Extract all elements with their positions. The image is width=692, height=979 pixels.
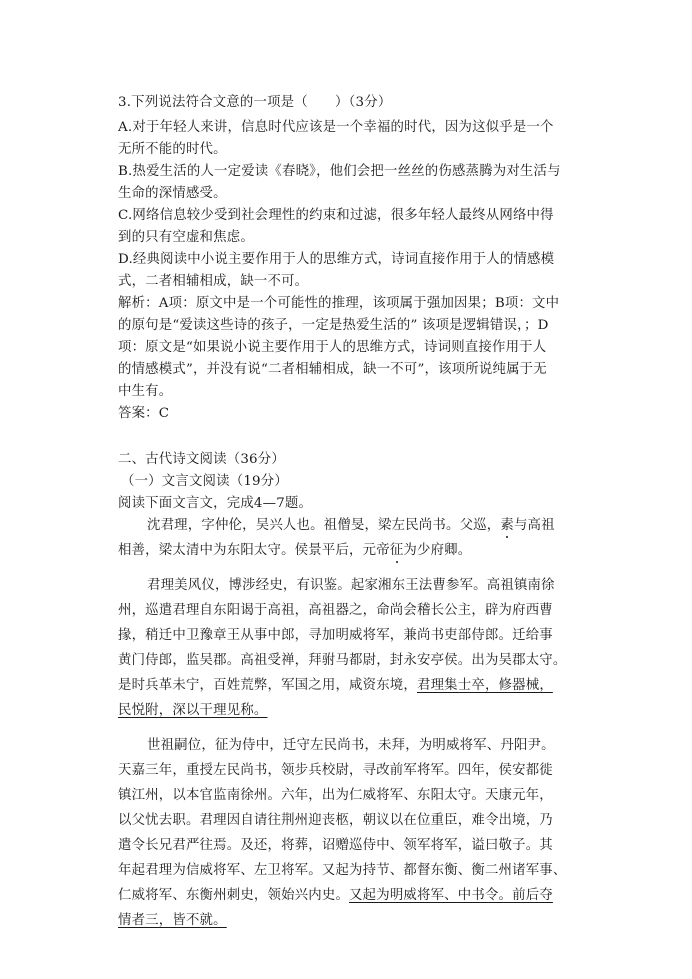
- passage-p2-line-6: [118, 703, 268, 719]
- underlined-sentence: 民悦附，深以干理见称。: [118, 703, 268, 718]
- option-c-line-1: C.网络信息较少受到社会理性的约束和过滤，很多年轻人最终从网络中得: [118, 208, 554, 223]
- section-2-heading: 二、古代诗文阅读（36分）: [118, 452, 285, 467]
- passage-p3-line-8: [118, 913, 227, 929]
- option-d-line-1: D.经典阅读中小说主要作用于人的思维方式，诗词直接作用于人的情感模: [118, 252, 555, 267]
- option-a-line-2: 无所不能的时代。: [118, 142, 227, 157]
- answer: 答案：C: [118, 406, 170, 421]
- emphasis-dot-char: 素: [500, 518, 514, 533]
- analysis-line-4: 的情感模式”，并没有说“二者相辅相成，缺一不可”，该项所说纯属于无: [118, 362, 547, 377]
- passage-p1-line-1: 沈君理，字仲伦，吴兴人也。祖僧旻，梁左民尚书。父巡，素与高祖: [147, 518, 555, 533]
- passage-p2-line-1: 君理美风仪，博涉经史，有识鉴。起家湘东王法曹参军。高祖镇南徐: [147, 578, 555, 593]
- reading-instruction: 阅读下面文言文，完成4—7题。: [118, 496, 313, 511]
- passage-p3-line-2: 天嘉三年，重授左民尚书，领步兵校尉，寻改前军将军。四年，侯安都徙: [118, 763, 553, 778]
- emphasis-dot-char: 征: [389, 543, 404, 558]
- passage-p2-line-2: 州，巡遣君理自东阳谒于高祖，高祖器之，命尚会稽长公主，辟为府西曹: [118, 603, 553, 618]
- passage-p3-line-6: 年起君理为信威将军、左卫将军。又起为持节、都督东衡、衡二州诸军事、: [118, 863, 567, 878]
- section-2-subheading: （一）文言文阅读（19分）: [121, 474, 288, 489]
- underlined-sentence: 君理集士卒，修器械，: [417, 678, 553, 693]
- question-3-stem: 3.下列说法符合文意的一项是（ ）（3分）: [118, 95, 392, 110]
- option-b-line-1: B.热爱生活的人一定爱读《春晓》，他们会把一丝丝的伤感蒸腾为对生活与: [118, 164, 561, 179]
- analysis-line-5: 中生有。: [118, 384, 173, 399]
- analysis-line-1: 解析：A项：原文中是一个可能性的推理，该项属于强加因果；B项：文中: [118, 296, 560, 311]
- option-c-line-2: 到的只有空虚和焦虑。: [118, 230, 254, 245]
- passage-p2-line-4: 黄门侍郎，监吴郡。高祖受禅，拜驸马都尉，封永安亭侯。出为吴郡太守。: [118, 653, 567, 668]
- passage-p3-line-3: 镇江州，以本官监南徐州。六年，出为仁威将军、东阳太守。天康元年，: [118, 788, 553, 803]
- passage-p3-line-4: 以父忧去职。君理因自请往荆州迎丧柩，朝议以在位重臣，难令出境，乃: [118, 813, 553, 828]
- passage-p2-line-3: 掾，稍迁中卫豫章王从事中郎，寻加明威将军，兼尚书吏部侍郎。迁给事: [118, 628, 553, 643]
- passage-p3-line-7: 仁威将军、东衡州刺史，领始兴内史。又起为明威将军、中书令。前后夺: [118, 888, 553, 903]
- passage-p3-line-1: 世祖嗣位，征为侍中，迁守左民尚书，未拜，为明威将军、丹阳尹。: [147, 738, 555, 753]
- analysis-line-2: 的原句是“爱读这些诗的孩子，一定是热爱生活的” 该项是逻辑错误，；D: [118, 318, 549, 333]
- passage-p3-line-5: 遣令长兄君严往焉。及还，将葬，诏赠巡侍中、领军将军，谥曰敬子。其: [118, 838, 553, 853]
- option-b-line-2: 生命的深情感受。: [118, 186, 227, 201]
- analysis-line-3: 项：原文是“如果说小说主要作用于人的思维方式，诗词则直接作用于人: [118, 340, 547, 355]
- passage-p2-line-5: 是时兵革未宁，百姓荒弊，军国之用，咸资东境，君理集士卒，修器械，: [118, 678, 553, 693]
- option-a-line-1: A.对于年轻人来讲，信息时代应该是一个幸福的时代，因为这似乎是一个: [118, 120, 554, 135]
- underlined-sentence: 情者三，皆不就。: [118, 913, 227, 928]
- option-d-line-2: 式，二者相辅相成，缺一不可。: [118, 274, 309, 289]
- passage-p1-line-2: 相善，梁太清中为东阳太守。侯景平后，元帝征为少府卿。: [118, 543, 472, 558]
- underlined-sentence: 又起为明威将军、中书令。前后夺: [349, 888, 553, 903]
